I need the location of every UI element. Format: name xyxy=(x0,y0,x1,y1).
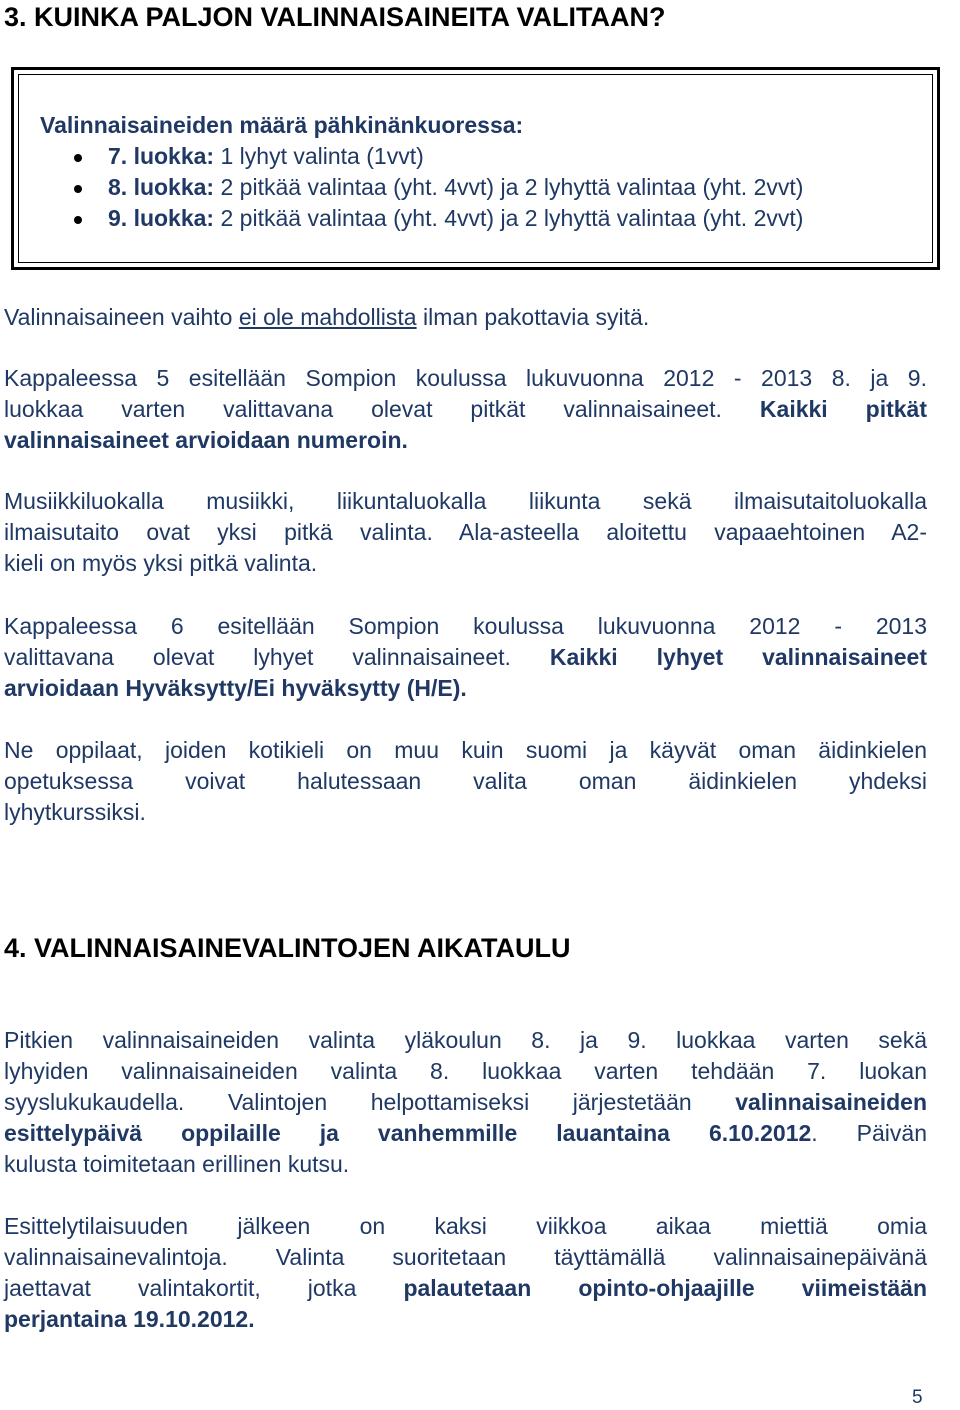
grade-label: 7. luokka: xyxy=(108,143,215,169)
bullet-icon xyxy=(74,185,82,193)
grade-text: 2 pitkää valintaa (yht. 4vvt) ja 2 lyhyttä valintaa (yht. 2vvt) xyxy=(214,174,804,200)
summary-box-title: Valinnaisaineiden määrä pähkinänkuoressa: xyxy=(40,112,524,138)
section-3-heading: 3. KUINKA PALJON VALINNAISAINEITA VALITAAN? xyxy=(4,2,666,32)
grade-label: 8. luokka: xyxy=(108,174,215,200)
grade-text: 2 pitkää valintaa (yht. 4vvt) ja 2 lyhyttä valintaa (yht. 2vvt) xyxy=(214,205,804,231)
paragraph-change-policy: Valinnaisaineen vaihto ei ole mahdollista ilman pakottavia syitä. xyxy=(4,304,650,330)
grade-label: 9. luokka: xyxy=(108,205,215,231)
bullet-icon xyxy=(74,154,82,162)
paragraph-schedule: Pitkien valinnaisaineiden valinta yläkoulun 8. ja 9. luokkaa varten sekä lyhyiden valinnaisaineiden valinta 8. luokkaa varten tehdään 7. luokan syyslukukaudella. Valintojen helpottamiseksi järjestetään valinnaisaineiden esittelypäivä oppilaille ja vanhemmille lauantaina 6.10.2012. Päivän kulusta toimitetaan erillinen kutsu. xyxy=(4,1027,927,1177)
paragraph-long-electives: Kappaleessa 5 esitellään Sompion koulussa lukuvuonna 2012 - 2013 8. ja 9. luokkaa varten valittavana olevat pitkät valinnaisaineet. Kaikki pitkät valinnaisaineet arvioidaan numeroin. xyxy=(4,365,928,453)
grade-text: 1 lyhyt valinta (1vvt) xyxy=(214,143,424,169)
page-number: 5 xyxy=(912,1387,923,1408)
paragraph-class-specific: Musiikkiluokalla musiikki, liikuntaluokalla liikunta sekä ilmaisutaitoluokalla ilmaisutaito ovat yksi pitkä valinta. Ala-asteella aloitettu vapaaehtoinen A2- kieli on myös yksi pitkä valinta. xyxy=(4,488,927,576)
underlined-text: ei ole mahdollista xyxy=(238,304,417,330)
paragraph-selection-deadline: Esittelytilaisuuden jälkeen on kaksi viikkoa aikaa miettiä omia valinnaisainevalintoja. Valinta suoritetaan täyttämällä valinnaisainepäivänä jaettavat valintakortit, jotka palautetaan opinto-ohjaajille viimeistään perjantaina 19.10.2012. xyxy=(4,1213,927,1332)
paragraph-short-electives: Kappaleessa 6 esitellään Sompion koulussa lukuvuonna 2012 - 2013 valittavana olevat lyhyet valinnaisaineet. Kaikki lyhyet valinnaisaineet arvioidaan Hyväksytty/Ei hyväksytty (H/E). xyxy=(4,613,927,701)
paragraph-mother-tongue: Ne oppilaat, joiden kotikieli on muu kuin suomi ja käyvät oman äidinkielen opetuksessa voivat halutessaan valita oman äidinkielen yhdeksi lyhytkurssiksi. xyxy=(4,737,927,825)
section-4-heading: 4. VALINNAISAINEVALINTOJEN AIKATAULU xyxy=(4,933,571,963)
bullet-icon xyxy=(74,216,82,224)
